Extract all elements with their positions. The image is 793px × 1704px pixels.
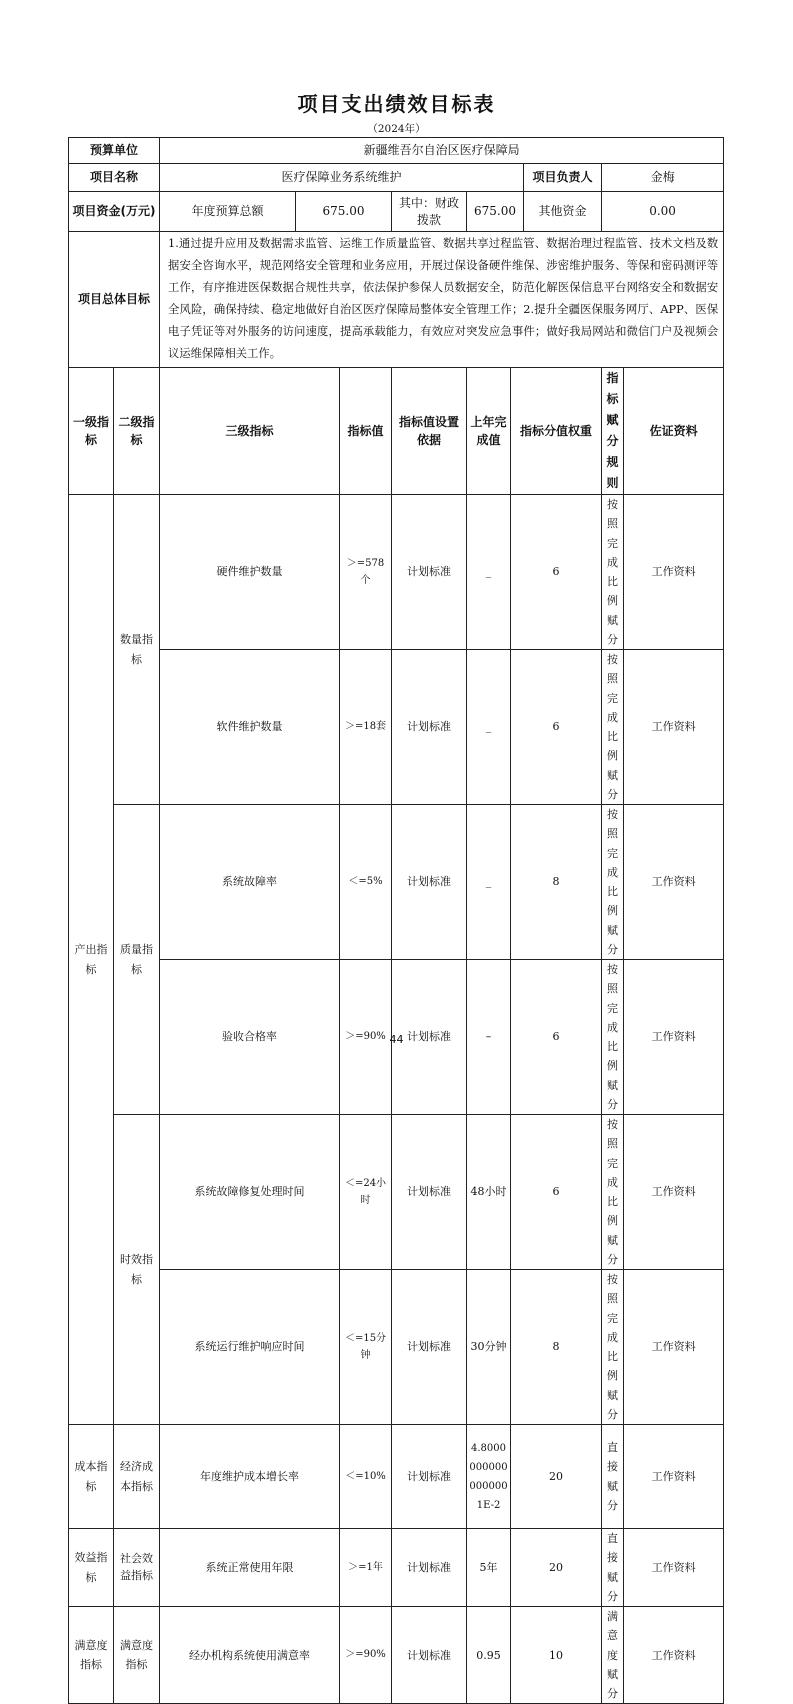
indicator-name: 系统正常使用年限 (160, 1529, 340, 1607)
level1-cost: 成本指标 (69, 1425, 114, 1529)
indicator-value: ＞=90% (340, 960, 392, 1115)
header-level2: 二级指标 (114, 368, 160, 495)
page-number: 44 (389, 1033, 404, 1046)
level2-timeliness: 时效指标 (114, 1115, 160, 1425)
indicator-name: 硬件维护数量 (160, 495, 340, 650)
header-last-year: 上年完成值 (467, 368, 511, 495)
performance-target-table (68, 137, 724, 1704)
fiscal-appropriation-value: 675.00 (467, 192, 524, 232)
evidence: 工作资料 (624, 960, 724, 1115)
project-funds-row (69, 192, 724, 232)
fiscal-appropriation-label: 其中：财政拨款 (392, 192, 467, 232)
project-funds-label: 项目资金(万元) (69, 192, 160, 232)
indicator-weight: 8 (511, 1270, 602, 1425)
last-year-value: _ (467, 495, 511, 650)
scoring-rule: 按照完成比例赋分 (602, 960, 624, 1115)
budget-unit-row (69, 138, 724, 164)
project-leader-value: 金梅 (602, 164, 724, 192)
scoring-rule: 按照完成比例赋分 (602, 495, 624, 650)
evidence: 工作资料 (624, 1529, 724, 1607)
level2-social-benefit: 社会效益指标 (114, 1529, 160, 1607)
header-level1: 一级指标 (69, 368, 114, 495)
overall-goal-row (69, 232, 724, 368)
indicator-weight: 20 (511, 1425, 602, 1529)
indicator-basis: 计划标准 (392, 495, 467, 650)
budget-unit-label: 预算单位 (69, 138, 160, 164)
indicator-name: 验收合格率 (160, 960, 340, 1115)
table-row (69, 805, 724, 960)
level1-satisfaction: 满意度指标 (69, 1607, 114, 1704)
level2-quantity: 数量指标 (114, 495, 160, 805)
scoring-rule: 直接赋分 (602, 1529, 624, 1607)
level2-quality: 质量指标 (114, 805, 160, 1115)
scoring-rule: 按照完成比例赋分 (602, 805, 624, 960)
table-row (69, 650, 724, 805)
indicator-name: 经办机构系统使用满意率 (160, 1607, 340, 1704)
evidence: 工作资料 (624, 650, 724, 805)
indicator-value: ＞=578个 (340, 495, 392, 650)
last-year-value: 48小时 (467, 1115, 511, 1270)
overall-goal-text: 1.通过提升应用及数据需求监管、运维工作质量监管、数据共享过程监管、数据治理过程监管、技术文档及数据安全咨询水平，规范网络安全管理和业务应用，开展过保设备硬件维保、涉密维护服务、等保和密码测评等工作，有序推进医保数据合规性共享，依法保护参保人员数据安全，防范化解医保信息平台网络安全和数据安全风险，确保持续、稳定地做好自治区医疗保障局整体安全管理工作；2.提升全疆医保服务网厅、APP、医保电子凭证等对外服务的访问速度，提高承载能力，有效应对突发应急事件；做好我局网站和微信门户及视频会议运维保障相关工作。 (160, 232, 724, 368)
header-level3: 三级指标 (160, 368, 340, 495)
last-year-value: _ (467, 650, 511, 805)
indicator-name: 系统故障率 (160, 805, 340, 960)
level2-economic-cost: 经济成本指标 (114, 1425, 160, 1529)
last-year-value: – (467, 960, 511, 1115)
indicator-basis: 计划标准 (392, 960, 467, 1115)
header-basis: 指标值设置依据 (392, 368, 467, 495)
indicator-weight: 20 (511, 1529, 602, 1607)
last-year-value: 4.80000000000000001E-2 (467, 1425, 511, 1529)
page-title: 项目支出绩效目标表 (297, 92, 496, 116)
table-row (69, 1425, 724, 1529)
indicator-value: ＞=1年 (340, 1529, 392, 1607)
table-row (69, 495, 724, 650)
indicator-weight: 8 (511, 805, 602, 960)
indicator-header-row (69, 368, 724, 495)
indicator-value: ＜=5% (340, 805, 392, 960)
indicator-value: ＜=10% (340, 1425, 392, 1529)
scoring-rule: 直接赋分 (602, 1425, 624, 1529)
indicator-value: ＞=18套 (340, 650, 392, 805)
header-evidence: 佐证资料 (624, 368, 724, 495)
indicator-name: 年度维护成本增长率 (160, 1425, 340, 1529)
project-name-label: 项目名称 (69, 164, 160, 192)
indicator-basis: 计划标准 (392, 1425, 467, 1529)
indicator-weight: 6 (511, 960, 602, 1115)
other-funds-label: 其他资金 (524, 192, 602, 232)
table-row (69, 1115, 724, 1270)
header-weight: 指标分值权重 (511, 368, 602, 495)
last-year-value: 30分钟 (467, 1270, 511, 1425)
table-row (69, 1529, 724, 1607)
indicator-basis: 计划标准 (392, 1270, 467, 1425)
scoring-rule: 满意度赋分 (602, 1607, 624, 1704)
level2-satisfaction: 满意度指标 (114, 1607, 160, 1704)
indicator-basis: 计划标准 (392, 1115, 467, 1270)
indicator-weight: 6 (511, 650, 602, 805)
indicator-weight: 6 (511, 495, 602, 650)
evidence: 工作资料 (624, 1425, 724, 1529)
indicator-value: ＜=15分钟 (340, 1270, 392, 1425)
indicator-weight: 6 (511, 1115, 602, 1270)
level1-output: 产出指标 (69, 495, 114, 1425)
indicator-basis: 计划标准 (392, 1529, 467, 1607)
evidence: 工作资料 (624, 495, 724, 650)
project-name-row (69, 164, 724, 192)
indicator-name: 系统故障修复处理时间 (160, 1115, 340, 1270)
indicator-value: ＜=24小时 (340, 1115, 392, 1270)
project-name-value: 医疗保障业务系统维护 (160, 164, 524, 192)
budget-unit-value: 新疆维吾尔自治区医疗保障局 (160, 138, 724, 164)
indicator-name: 软件维护数量 (160, 650, 340, 805)
table-year: （2024年） (367, 123, 426, 135)
annual-budget-total-value: 675.00 (296, 192, 392, 232)
evidence: 工作资料 (624, 1270, 724, 1425)
scoring-rule: 按照完成比例赋分 (602, 1115, 624, 1270)
table-row (69, 1607, 724, 1704)
indicator-name: 系统运行维护响应时间 (160, 1270, 340, 1425)
indicator-basis: 计划标准 (392, 1607, 467, 1704)
evidence: 工作资料 (624, 1115, 724, 1270)
project-leader-label: 项目负责人 (524, 164, 602, 192)
last-year-value: 0.95 (467, 1607, 511, 1704)
indicator-weight: 10 (511, 1607, 602, 1704)
indicator-basis: 计划标准 (392, 805, 467, 960)
other-funds-value: 0.00 (602, 192, 724, 232)
scoring-rule: 按照完成比例赋分 (602, 1270, 624, 1425)
last-year-value: _ (467, 805, 511, 960)
table-row (69, 1270, 724, 1425)
level1-benefit: 效益指标 (69, 1529, 114, 1607)
evidence: 工作资料 (624, 805, 724, 960)
annual-budget-total-label: 年度预算总额 (160, 192, 296, 232)
indicator-basis: 计划标准 (392, 650, 467, 805)
evidence: 工作资料 (624, 1607, 724, 1704)
scoring-rule: 按照完成比例赋分 (602, 650, 624, 805)
last-year-value: 5年 (467, 1529, 511, 1607)
indicator-value: ＞=90% (340, 1607, 392, 1704)
header-index-value: 指标值 (340, 368, 392, 495)
header-rule: 指标赋分规则 (602, 368, 624, 495)
overall-goal-label: 项目总体目标 (69, 232, 160, 368)
